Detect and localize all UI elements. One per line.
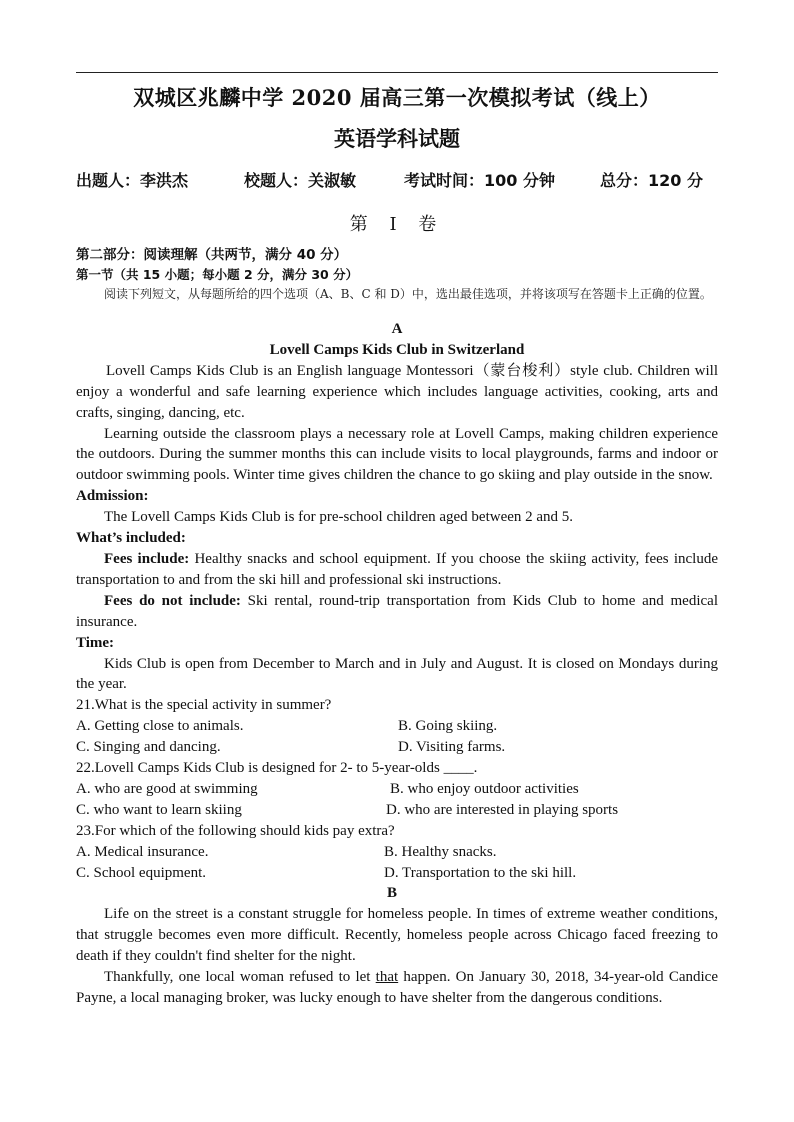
question-stem: 23.For which of the following should kids pay extra? (76, 822, 395, 839)
answer-option: A. Medical insurance. (76, 843, 209, 860)
fees-include-label: Fees include: (104, 550, 190, 567)
top-rule (76, 72, 718, 73)
total-score: 总分：120 分 (600, 171, 703, 190)
exam-info (76, 168, 718, 191)
answer-option: B. who enjoy outdoor activities (390, 780, 579, 797)
answer-option: B. Going skiing. (398, 718, 498, 735)
answer-option: C. who want to learn skiing (76, 801, 242, 818)
answer-option: D. Visiting farms. (398, 739, 506, 756)
passage-a-paragraph: Learning outside the classroom plays a necessary role at Lovell Camps, making children experience the outdoors. During the summer months this can include visits to local playgrounds, farms and indoor or outdoor swimming pools. Winter time gives children the chance to go skiing and play outside in the snow. (76, 425, 718, 484)
passage-b-paragraph: Life on the street is a constant struggle for homeless people. In times of extreme weather conditions, that struggle becomes even more difficult. Recently, homeless people across Chicago faced freezing to death if they couldn't find shelter for the night. (76, 906, 718, 965)
fees-exclude-text: Ski rental, round-trip transportation from Kids Club to home and medical insurance. (76, 592, 718, 630)
passage-a-label: A (391, 321, 403, 337)
answer-option: A. Getting close to animals. (76, 718, 244, 735)
answer-option: C. School equipment. (76, 864, 206, 881)
volume-heading: 第 Ⅰ 卷 (349, 214, 445, 235)
section-heading: 第一节（共 15 小题；每小题 2 分，满分 30 分） (76, 267, 359, 282)
part-heading: 第二部分：阅读理解（共两节，满分 40 分） (76, 247, 348, 263)
admission-heading: Admission: (76, 488, 149, 505)
setter: 出题人：李洪杰 (76, 171, 189, 190)
passage-b-text: happen. On January 30, 2018, 34-year-old Candice Payne, a local managing broker, was lucky enough to have shelter from the dangerous conditions. (76, 969, 719, 1006)
fees-exclude (76, 591, 718, 633)
time-heading: Time: (76, 634, 115, 651)
fees-include (76, 549, 718, 591)
answer-option: D. Transportation to the ski hill. (384, 864, 577, 881)
passage-a-title: Lovell Camps Kids Club in Switzerland (269, 341, 525, 358)
reading-body (76, 319, 718, 1009)
passage-b-label: B (386, 885, 397, 902)
exam-time: 考试时间：100 分钟 (404, 171, 555, 190)
answer-option: A. who are good at swimming (76, 780, 258, 797)
passage-b-paragraph (76, 967, 718, 1009)
answer-option: B. Healthy snacks. (384, 843, 497, 860)
question-stem: 22.Lovell Camps Kids Club is designed for 2- to 5-year-olds ____. (76, 760, 478, 777)
question-stem: 21.What is the special activity in summer? (76, 697, 332, 714)
exam-title: 双城区兆麟中学 2020 届高三第一次模拟考试（线上） (133, 85, 661, 110)
answer-option: D. who are interested in playing sports (386, 801, 619, 818)
passage-a-paragraph: Lovell Camps Kids Club is an English language Montessori（蒙台梭利）style club. Children will enjoy a wonderful and safe learning experience which includes language activities, cooking, arts and crafts, singing, dancing, etc. (76, 362, 718, 421)
exam-subtitle: 英语学科试题 (334, 127, 460, 151)
time-text: Kids Club is open from December to March and in July and August. It is closed on Mondays during the year. (76, 655, 718, 693)
passage-b-text: Thankfully, one local woman refused to let (104, 969, 376, 986)
instructions: 阅读下列短文，从每题所给的四个选项（A、B、C 和 D）中，选出最佳选项，并将该项写在答题卡上正确的位置。 (104, 287, 712, 301)
checker: 校题人：关淑敏 (244, 171, 357, 190)
fees-include-text: Healthy snacks and school equipment. If you choose the skiing activity, fees include transportation to and from the ski hill and professional ski instructions. (76, 550, 718, 588)
underlined-word: that (375, 969, 399, 986)
included-heading: What’s included: (76, 530, 186, 547)
answer-option: C. Singing and dancing. (76, 739, 221, 756)
fees-exclude-label: Fees do not include: (104, 592, 241, 609)
admission-text: The Lovell Camps Kids Club is for pre-school children aged between 2 and 5. (104, 509, 574, 526)
